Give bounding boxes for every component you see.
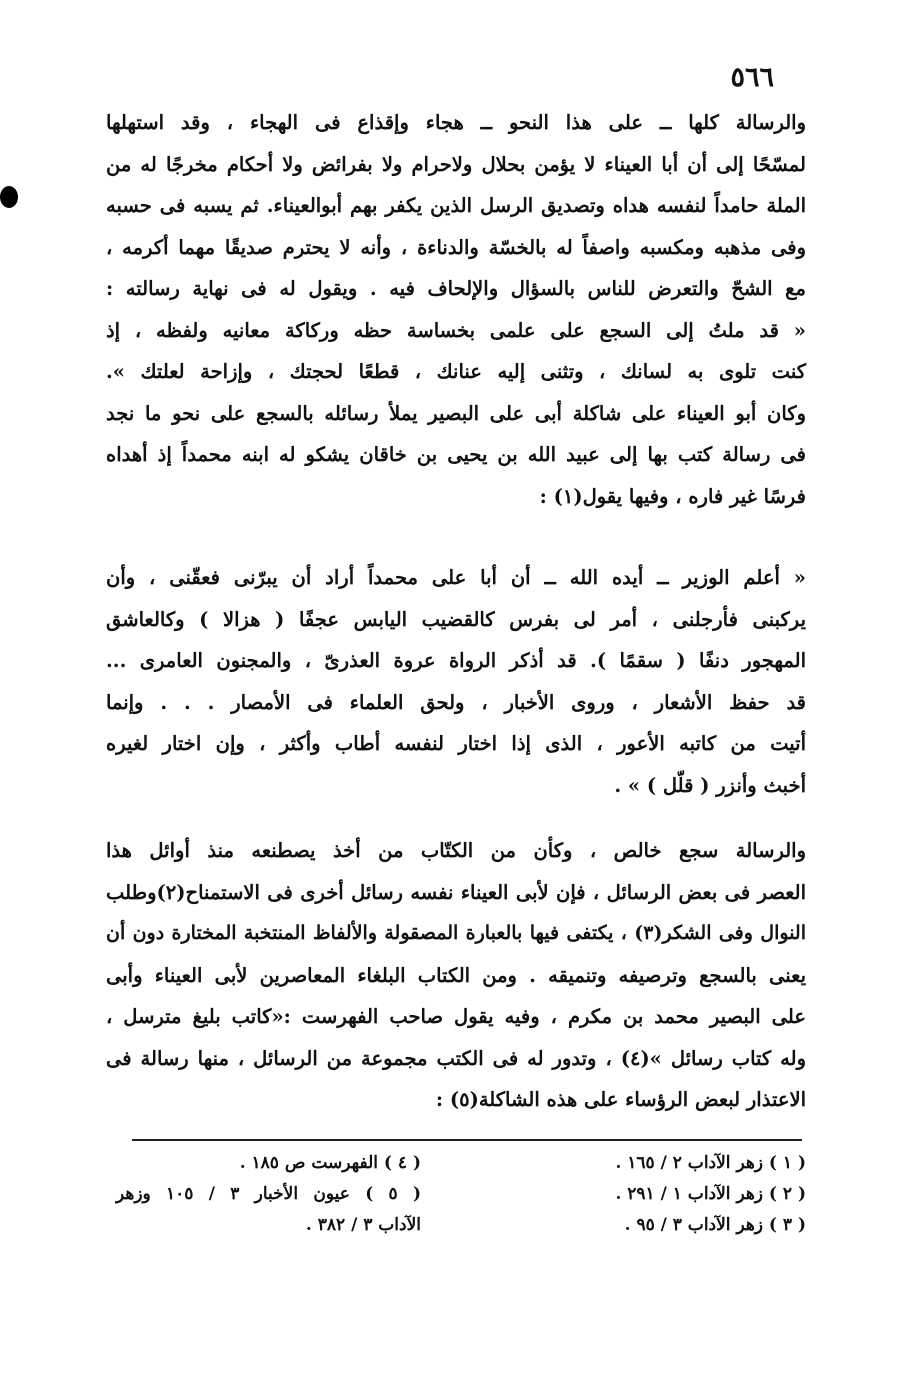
text-line: يعنى بالسجع وترصيفه وتنميقه . ومن الكتاب البلغاء المعاصرين لأبى العيناء وأبى (106, 963, 806, 987)
margin-ink-dot (0, 186, 18, 208)
text-line: العصر فى بعض الرسائل ، فإن لأبى العيناء نفسه رسائل أخرى فى الاستمناح(٢)وطلب (106, 880, 806, 904)
paragraph-3 (106, 830, 806, 1121)
footnote-3: ( ٣ ) زهر الآداب ٣ / ٩٥ . (624, 1215, 806, 1235)
text-line: كنت تلوى به لسانك ، وتثنى إليه عنانك ، قطعًا لحجتك ، وإزاحة لعلتك ». (106, 360, 806, 383)
text-line: مع الشحّ والتعرض للناس بالسؤال والإلحاف فيه . ويقول له فى نهاية رسالته : (106, 277, 806, 300)
footnotes-left-column (116, 1148, 421, 1241)
text-line: والرسالة سجع خالص ، وكأن من الكتّاب من أخذ يصطنعه منذ أوائل هذا (106, 839, 806, 862)
text-line: أخبث وأنزر ( قلّل ) » . (614, 773, 806, 797)
paragraph-1 (106, 102, 806, 517)
text-line: النوال وفى الشكر(٣) ، يكتفى فيها بالعبارة المصقولة والألفاظ المنتخبة المختارة دون أن (106, 922, 806, 944)
text-line: فى رسالة كتب بها إلى عبيد الله بن يحيى بن خاقان يشكو له ابنه محمداً إذ أهداه (106, 443, 806, 466)
footnote-5: ( ٥ ) عيون الأخبار ٣ / ١٠٥ وزهر (116, 1184, 421, 1204)
text-line: المهجور دنفًا ( سقمًا ). قد أذكر الرواة عروة العذرىّ ، والمجنون العامرى ... (106, 649, 806, 672)
text-line: الاعتذار لبعض الرؤساء على هذه الشاكلة(٥) : (435, 1088, 806, 1111)
text-line: وكان أبو العيناء على شاكلة أبى على البصير يملأ رسائله بالسجع على نحو ما نجد (106, 401, 806, 425)
paragraph-2-quotation (106, 557, 806, 806)
footnotes-right-column (506, 1148, 806, 1241)
text-line: « قد ملتُ إلى السجع على علمى بخساسة حظه وركاكة معانيه ولفظه ، إذ (106, 318, 806, 342)
text-line: الملة حامداً لنفسه هداه وتصديق الرسل الذين يكفر بهم أبوالعيناء. ثم يسبه فى حسبه (106, 194, 806, 217)
footnote-1: ( ١ ) زهر الآداب ٢ / ١٦٥ . (615, 1153, 806, 1173)
text-line: وفى مذهبه ومكسبه واصفاً له بالخسّة والدناءة ، وأنه لا يحترم صديقًا مهما أكرمه ، (106, 235, 806, 259)
text-line: فرسًا غير فاره ، وفيها يقول(١) : (539, 484, 806, 508)
text-line: يركبنى فأرجلنى ، أمر لى بفرس كالقضيب اليابس عجفًا ( هزالا ) وكالعاشق (106, 607, 806, 631)
text-line: أتيت من كاتبه الأعور ، الذى إذا اختار لنفسه أطاب وأكثر ، وإن اختار لغيره (106, 732, 806, 755)
text-line: لمسّحًا إلى أن أبا العيناء لا يؤمن بحلال ولاحرام ولا بفرائض ولا أحكام مخرجًا له من (106, 152, 806, 176)
text-line: « أعلم الوزير ــ أيده الله ــ أن أبا على محمداً أراد أن يبرّنى فعقّنى ، وأن (106, 566, 806, 589)
footnote-divider (132, 1139, 802, 1141)
page-number: ٥٦٦ (730, 62, 774, 93)
footnote-2: ( ٢ ) زهر الآداب ١ / ٢٩١ . (615, 1184, 806, 1204)
text-line: وله كتاب رسائل »(٤) ، وتدور له فى الكتب مجموعة من الرسائل ، منها رسالة فى (106, 1046, 806, 1070)
footnote-4: ( ٤ ) الفهرست ص ١٨٥ . (239, 1153, 421, 1173)
footnote-5-continued: الآداب ٣ / ٣٨٢ . (305, 1215, 421, 1235)
text-line: والرسالة كلها ــ على هذا النحو ــ هجاء وإقذاع فى الهجاء ، وقد استهلها (106, 111, 806, 134)
text-line: قد حفظ الأشعار ، وروى الأخبار ، ولحق العلماء فى الأمصار . . . وإنما (106, 690, 806, 714)
text-line: على البصير محمد بن مكرم ، وفيه يقول صاحب الفهرست :«كاتب بليغ مترسل ، (106, 1005, 806, 1028)
